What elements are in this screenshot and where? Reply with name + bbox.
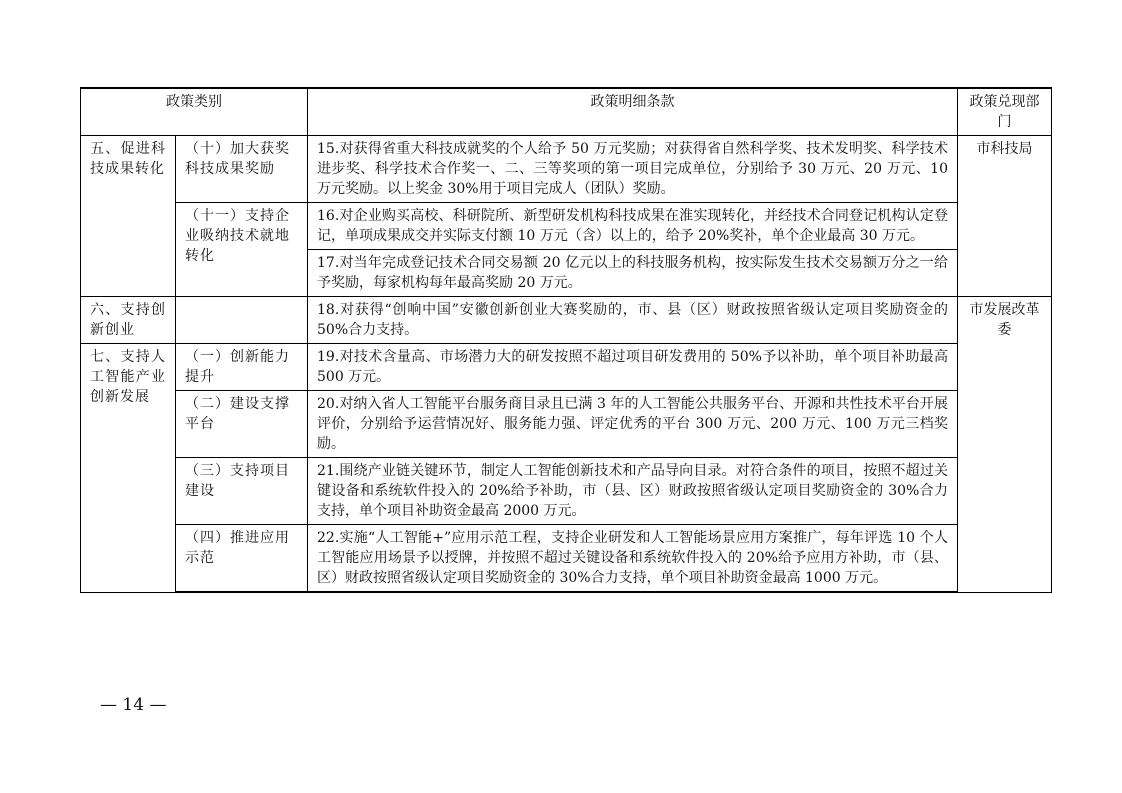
department-cell: 市发展改革委	[958, 297, 1052, 593]
table-row	[81, 458, 1052, 525]
subcategory-cell-empty	[176, 297, 308, 344]
subcategory-cell: （十一）支持企业吸纳技术就地转化	[176, 203, 308, 297]
header-department: 政策兑现部门	[958, 88, 1052, 136]
policy-table	[80, 87, 1052, 593]
clause-cell: 22.实施“人工智能+”应用示范工程，支持企业研发和人工智能场景应用方案推广，每年评选 10 个人工智能应用场景予以授牌，并按照不超过关键设备和系统软件投入的 20%给予应用方补助，市（县、区）财政按照省级认定项目奖励资金的 30%合力支持，单个项目补助资金最高 1000 万元。	[308, 525, 958, 593]
header-category: 政策类别	[81, 88, 308, 136]
category-cell: 五、促进科技成果转化	[81, 136, 176, 297]
clause-cell: 15.对获得省重大科技成就奖的个人给予 50 万元奖励；对获得省自然科学奖、技术发明奖、科学技术进步奖、科学技术合作奖一、二、三等奖项的第一项目完成单位，分别给予 30 万元、20 万元、10 万元奖励。以上奖金 30%用于项目完成人（团队）奖励。	[308, 136, 958, 203]
table-row	[81, 297, 1052, 344]
table-row	[81, 344, 1052, 391]
table-row	[81, 525, 1052, 593]
table-row	[81, 203, 1052, 250]
table-row	[81, 391, 1052, 458]
subcategory-cell: （二）建设支撑平台	[176, 391, 308, 458]
category-cell: 七、支持人工智能产业创新发展	[81, 344, 176, 593]
table-row	[81, 136, 1052, 203]
subcategory-cell: （四）推进应用示范	[176, 525, 308, 593]
clause-cell: 21.围绕产业链关键环节，制定人工智能创新技术和产品导向目录。对符合条件的项目，按照不超过关键设备和系统软件投入的 20%给予补助，市（县、区）财政按照省级认定项目奖励资金的 30%合力支持，单个项目补助资金最高 2000 万元。	[308, 458, 958, 525]
clause-cell: 20.对纳入省人工智能平台服务商目录且已满 3 年的人工智能公共服务平台、开源和共性技术平台开展评价，分别给予运营情况好、服务能力强、评定优秀的平台 300 万元、200 万元、100 万元三档奖励。	[308, 391, 958, 458]
clause-cell: 19.对技术含量高、市场潜力大的研发按照不超过项目研发费用的 50%予以补助，单个项目补助最高 500 万元。	[308, 344, 958, 391]
table-header-row	[81, 88, 1052, 136]
clause-cell: 16.对企业购买高校、科研院所、新型研发机构科技成果在淮实现转化，并经技术合同登记机构认定登记，单项成果成交并实际支付额 10 万元（含）以上的，给予 20%奖补，单个企业最高 30 万元。	[308, 203, 958, 250]
subcategory-cell: （三）支持项目建设	[176, 458, 308, 525]
clause-cell: 17.对当年完成登记技术合同交易额 20 亿元以上的科技服务机构，按实际发生技术交易额万分之一给予奖励，每家机构每年最高奖励 20 万元。	[308, 250, 958, 297]
clause-cell: 18.对获得“创响中国”安徽创新创业大赛奖励的，市、县（区）财政按照省级认定项目奖励资金的 50%合力支持。	[308, 297, 958, 344]
department-cell: 市科技局	[958, 136, 1052, 297]
category-cell: 六、支持创新创业	[81, 297, 176, 344]
page-number: — 14 —	[100, 695, 167, 715]
subcategory-cell: （十）加大获奖科技成果奖励	[176, 136, 308, 203]
subcategory-cell: （一）创新能力提升	[176, 344, 308, 391]
header-clause: 政策明细条款	[308, 88, 958, 136]
